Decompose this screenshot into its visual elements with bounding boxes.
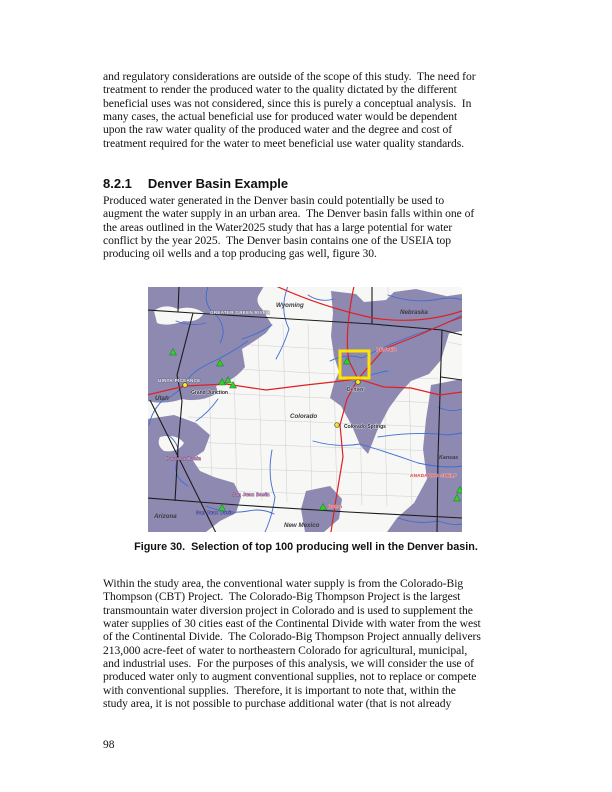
city-label-grand-junction: Grand Junction [191, 390, 228, 396]
paragraph-3 [103, 577, 533, 710]
figure-caption: Figure 30. Selection of top 100 producing well in the Denver basin. [134, 541, 478, 553]
text-line: Thompson (CBT) Project. The Colorado-Big Thompson Project is the largest [103, 590, 461, 604]
text-line: and industrial uses. For the purposes of this analysis, we will consider the use of [103, 657, 474, 671]
state-label-utah: Utah [155, 395, 169, 402]
text-line: Within the study area, the conventional water supply is from the Colorado-Big [103, 577, 464, 590]
city-marker-grand-junction [183, 383, 188, 388]
text-line: study area, it is not possible to purchase additional water (that is not already [103, 697, 452, 711]
text-line: the areas outlined in the Water2025 study that has a large potential for water [103, 220, 453, 234]
basin-label-paradox: Paradox Basin [166, 456, 202, 461]
state-label-nebraska: Nebraska [400, 309, 428, 316]
paragraph-2 [103, 194, 533, 261]
text-line: treatment required for the water to meet beneficial use water quality standards. [103, 136, 465, 150]
state-label-arizona: Arizona [154, 513, 177, 520]
state-label-colorado: Colorado [290, 413, 318, 420]
paragraph-1 [103, 70, 533, 150]
section-title: Denver Basin Example [147, 176, 289, 191]
basin-label-raton: Raton [328, 504, 343, 509]
text-line: transmountain water diversion project in Colorado and is used to supplement the [103, 603, 473, 617]
basin-map [148, 287, 462, 532]
city-marker-denver [356, 380, 361, 385]
text-line: augment the water supply in an urban area. The Denver basin falls within one of [103, 207, 475, 221]
basin-label-anadarko: ANADARKO SHELF [410, 473, 457, 478]
text-line: conflict by the year 2025. The Denver basin contains one of the USEIA top [103, 234, 451, 248]
text-line: produced water only to augment conventional supplies, not to replace or compete [103, 670, 477, 684]
state-label-new-mexico: New Mexico [284, 522, 320, 529]
basin-label-denver: DENVER [376, 347, 397, 352]
text-line: producing oil wells and a top producing gas well, figure 30. [103, 247, 377, 261]
state-label-wyoming: Wyoming [276, 302, 304, 309]
city-label-colorado-springs: Colorado Springs [344, 424, 386, 430]
basin-label-san-juan-2: San Juan Basin [196, 510, 234, 515]
basin-label-uinta-piceance: UINTA-PICEANCE [158, 378, 201, 383]
basin-label-greater-green-river: GREATER GREEN RIVER [210, 310, 270, 315]
text-line: with conventional supplies. Therefore, it is important to note that, within the [103, 683, 456, 697]
section-number: 8.2.1 [103, 176, 132, 191]
page-number: 98 [103, 739, 115, 751]
basin-label-san-juan-1: San Juan Basin [232, 492, 270, 497]
text-line: many cases, the actual beneficial use for produced water would be dependent [103, 110, 458, 124]
text-line: and regulatory considerations are outside of the scope of this study. The need for [103, 70, 476, 83]
state-label-kansas: Kansas [439, 455, 459, 461]
text-line: 213,000 acre-feet of water to northeastern Colorado for agricultural, municipal, [103, 643, 468, 657]
section-heading [103, 176, 288, 191]
basin-map-figure [148, 287, 462, 532]
text-line: treatment to render the produced water to the quality dictated by the different [103, 83, 457, 97]
text-line: upon the raw water quality of the produced water and the degree and cost of [103, 123, 453, 137]
city-label-denver: Denver [347, 387, 364, 393]
city-marker-colorado-springs [335, 423, 340, 428]
text-line: Produced water generated in the Denver basin could potentially be used to [103, 194, 445, 207]
text-line: water supplies of 30 cities east of the Continental Divide with water from the west [103, 617, 481, 631]
text-line: of the Continental Divide. The Colorado-Big Thompson Project annually delivers [103, 630, 481, 644]
text-line: beneficial uses was not considered, since this is purely a conceptual analysis. In [103, 96, 472, 110]
